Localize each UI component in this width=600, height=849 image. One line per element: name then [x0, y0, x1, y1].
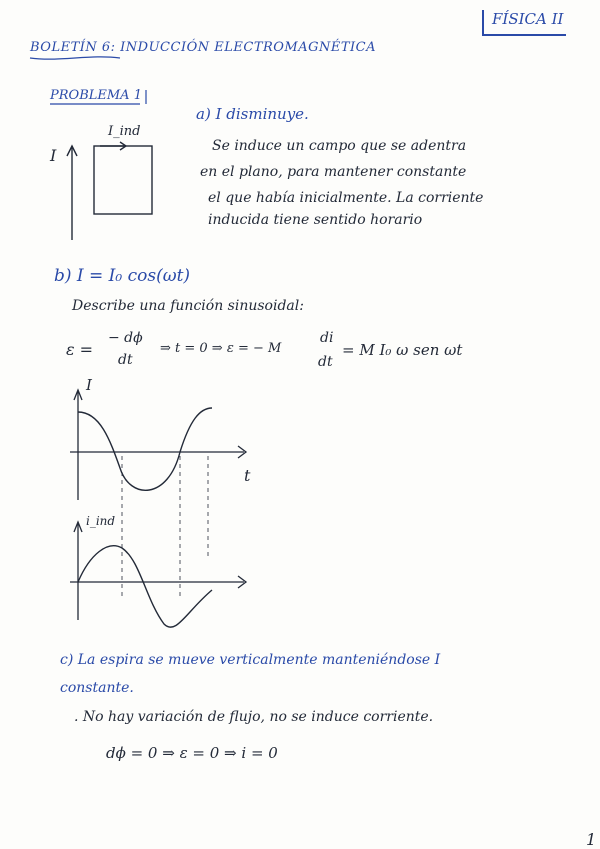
graph1-y-label: I	[86, 376, 92, 394]
part-b-description: Describe una función sinusoidal:	[72, 298, 304, 314]
graph1-x-label: t	[244, 466, 251, 485]
equation-numerator: − dϕ	[108, 330, 143, 346]
wire-current-label: I	[50, 146, 57, 165]
bulletin-underline	[30, 57, 120, 59]
part-b-title: b) I = I₀ cos(ωt)	[54, 266, 191, 286]
equation-denominator-2: dt	[318, 354, 333, 370]
part-a-title: a) I disminuye.	[196, 105, 309, 123]
problem-label: PROBLEMA 1	[50, 88, 142, 103]
equation-emf: ε =	[66, 340, 94, 359]
equation-denominator: dt	[118, 352, 133, 368]
equation-numerator-2: di	[320, 330, 334, 346]
part-c-title-line-2: constante.	[60, 680, 134, 696]
subject-title: FÍSICA II	[492, 10, 564, 28]
equation-middle: ⇒ t = 0 ⇒ ε = − M	[160, 341, 282, 356]
graph2-y-label: i_ind	[86, 514, 116, 528]
page-mark: 1	[586, 830, 597, 849]
induced-arrow-icon	[100, 142, 126, 150]
part-c-title-line-1: c) La espira se mueve verticalmente manteniéndose I	[60, 652, 441, 668]
graph2-sine-curve	[78, 546, 212, 627]
part-c-explanation: . No hay variación de flujo, no se induce corriente.	[74, 709, 434, 725]
graph1-cosine-curve	[78, 408, 212, 490]
loop-rectangle	[94, 146, 152, 214]
part-c-result: dϕ = 0 ⇒ ε = 0 ⇒ i = 0	[106, 744, 278, 762]
bulletin-title: BOLETÍN 6: INDUCCIÓN ELECTROMAGNÉTICA	[30, 40, 377, 55]
part-a-line-3: el que había inicialmente. La corriente	[208, 190, 484, 206]
part-a-line-4: inducida tiene sentido horario	[208, 212, 423, 228]
part-a-line-1: Se induce un campo que se adentra	[212, 138, 467, 154]
equation-end: = M I₀ ω sen ωt	[342, 341, 463, 359]
loop-induced-label: I_ind	[108, 124, 141, 139]
part-a-line-2: en el plano, para mantener constante	[200, 164, 467, 180]
